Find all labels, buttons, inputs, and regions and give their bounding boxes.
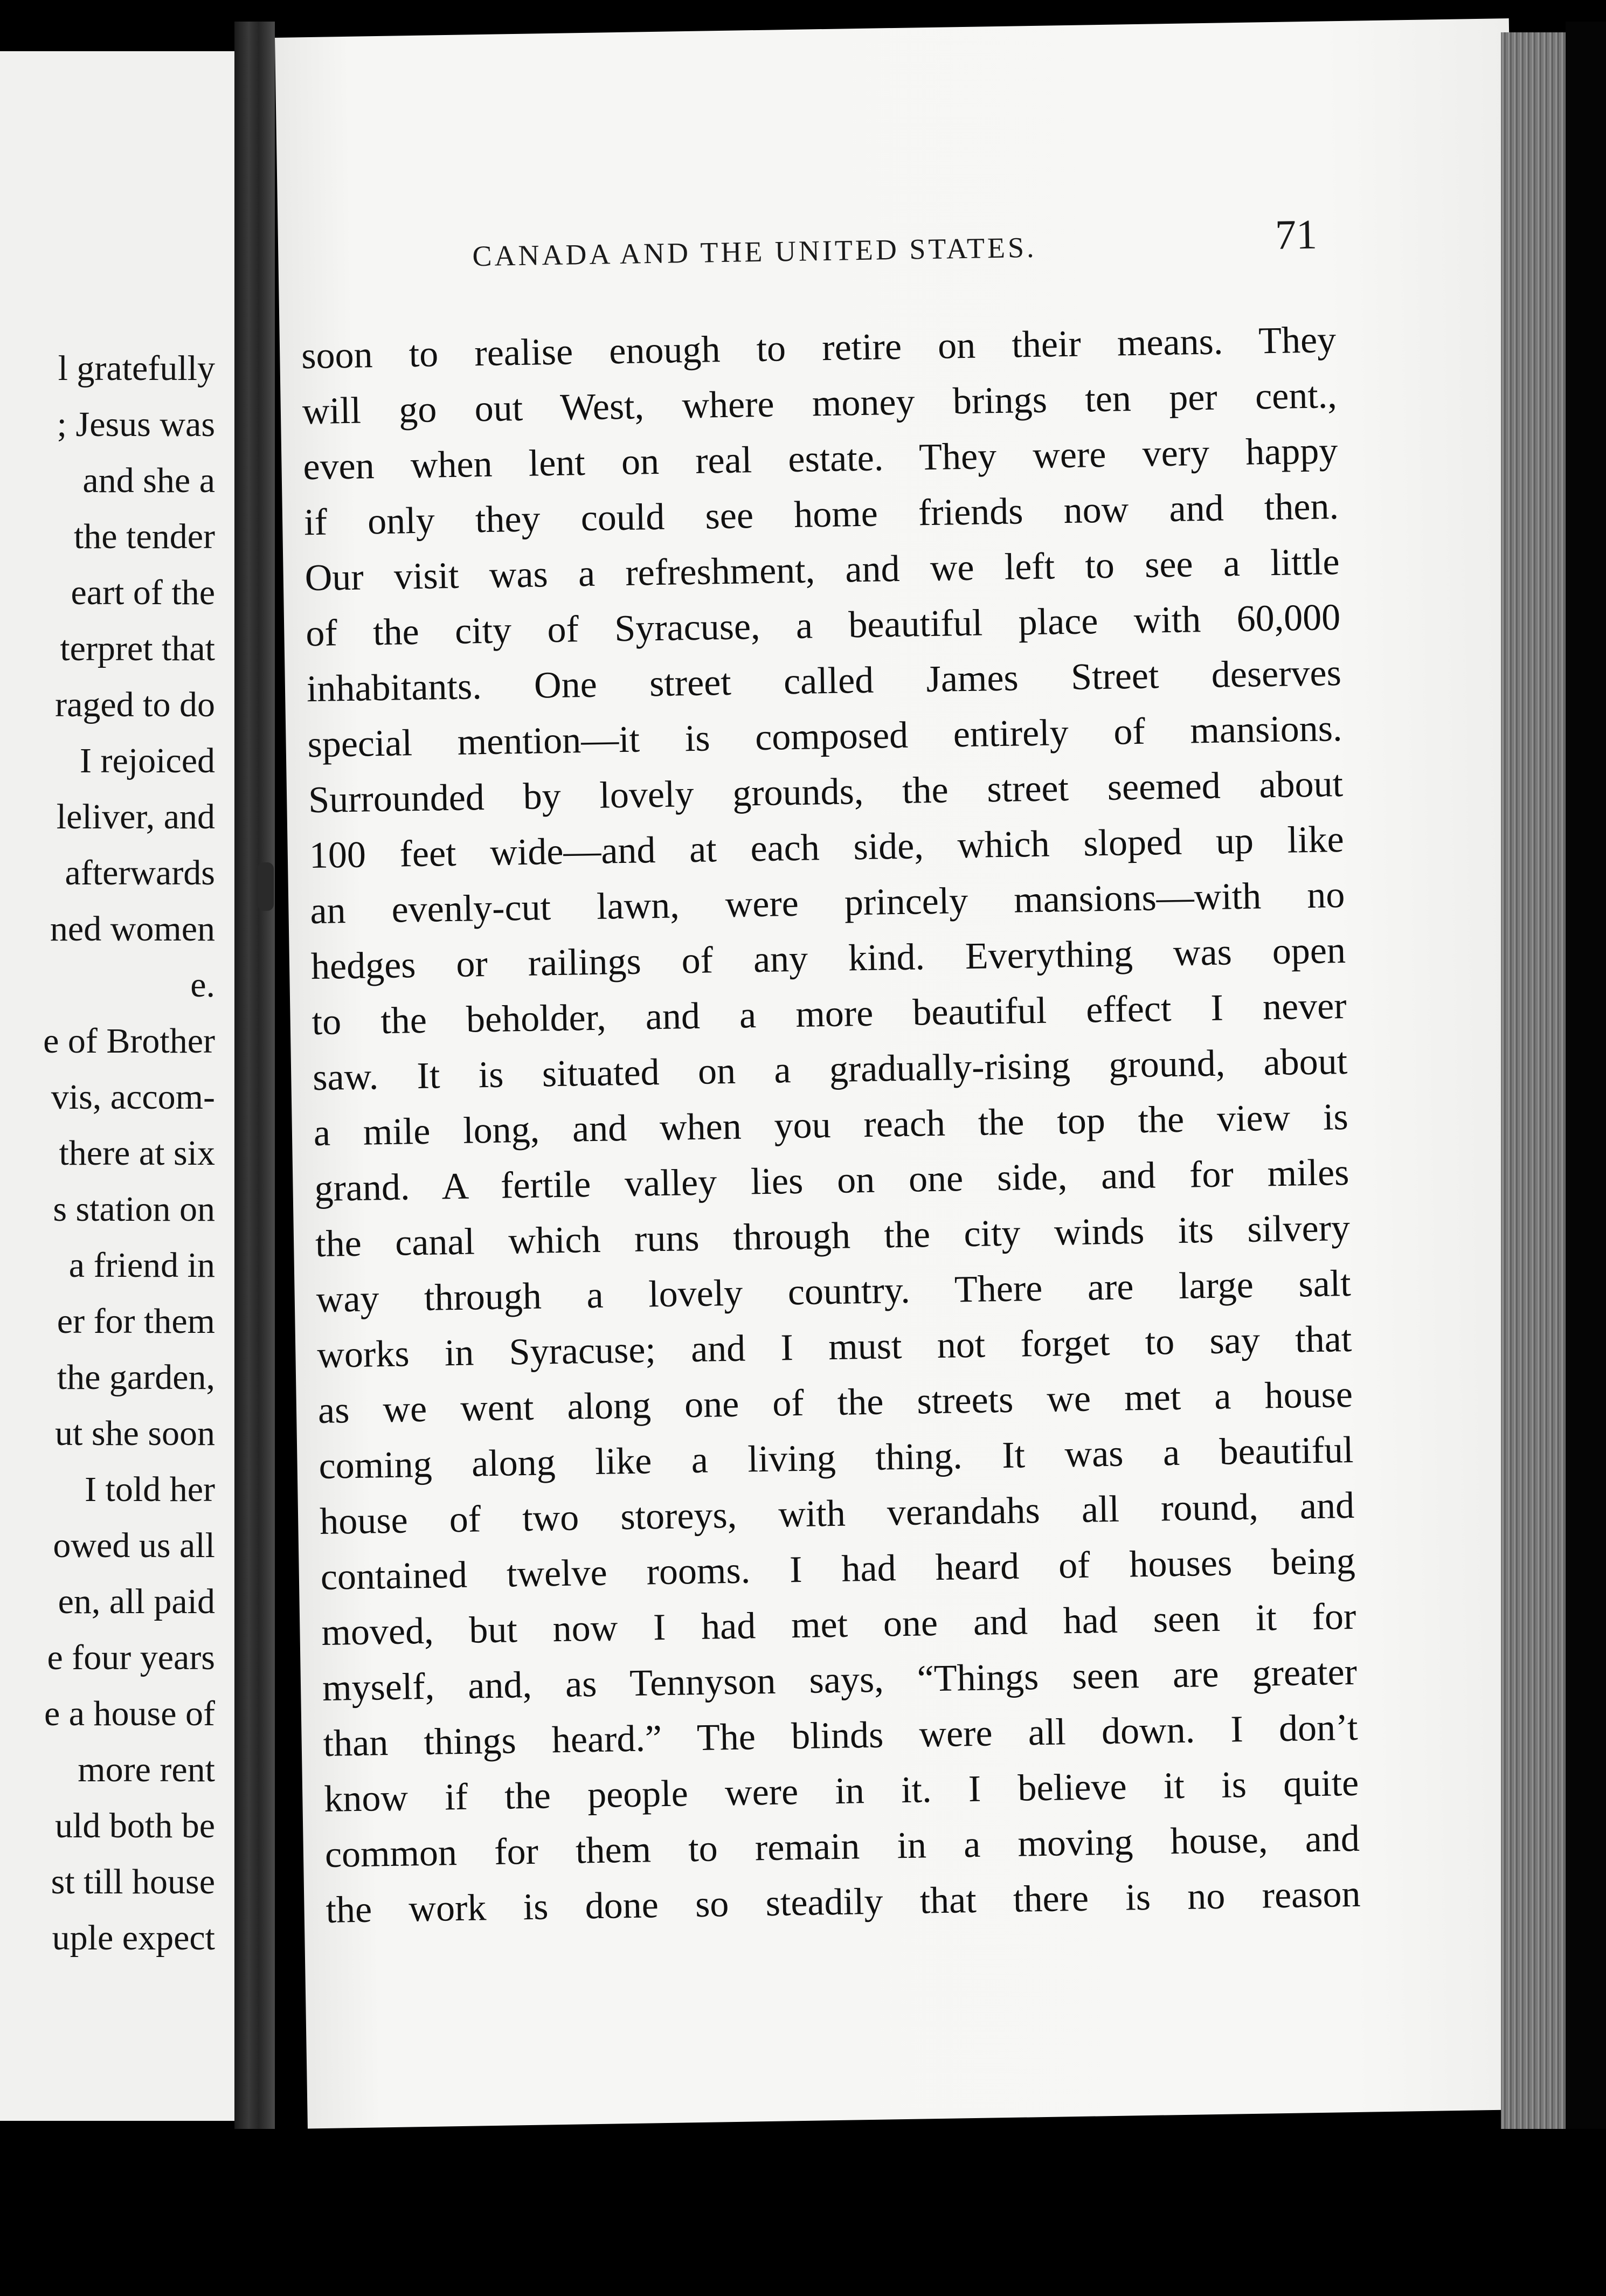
text-line: ut she soon — [55, 1414, 215, 1453]
page-edges — [1501, 32, 1566, 2134]
text-line: an evenly-cut lawn, were princely mansions—with no — [309, 874, 1345, 932]
text-line: coming along like a living thing. It was a beautiful — [319, 1429, 1354, 1488]
text-line: I rejoiced — [79, 741, 215, 780]
text-line: st till house — [51, 1862, 215, 1901]
text-line: afterwards — [65, 853, 215, 893]
text-line: a friend in — [68, 1246, 215, 1285]
text-line: en, all paid — [58, 1582, 215, 1621]
text-line: will go out West, where money brings ten per cent., — [302, 375, 1338, 433]
text-line: grand. A fertile valley lies on one side, and for miles — [314, 1151, 1349, 1210]
text-line: to the beholder, and a more beautiful effect I never — [311, 985, 1347, 1043]
text-line: Our visit was a refreshment, and we left to see a little — [304, 541, 1340, 599]
running-head: CANADA AND THE UNITED STATES. — [472, 231, 1037, 273]
page-tab-mark — [258, 862, 274, 911]
text-line: s station on — [53, 1190, 215, 1229]
text-line: e a house of — [44, 1694, 215, 1733]
body-text — [301, 312, 1361, 1938]
text-line: Surrounded by lovely grounds, the street seemed about — [308, 763, 1344, 821]
text-line: common for them to remain in a moving house, and — [324, 1817, 1360, 1876]
text-line: ; Jesus was — [57, 405, 215, 444]
text-line: the tender — [73, 517, 215, 556]
text-line: I told her — [85, 1470, 215, 1509]
text-line: way through a lovely country. There are large salt — [316, 1262, 1352, 1321]
left-page-fragment — [0, 51, 234, 2121]
text-line: hedges or railings of any kind. Everything was open — [310, 930, 1346, 988]
text-line: even when lent on real estate. They were very happy — [302, 430, 1338, 488]
text-line: leliver, and — [56, 797, 215, 836]
bottom-shadow — [0, 2129, 1606, 2296]
text-line: e. — [190, 965, 215, 1005]
text-line: soon to realise enough to retire on their means. They — [301, 319, 1337, 377]
text-line: eart of the — [71, 573, 215, 612]
text-line: if only they could see home friends now and then. — [303, 486, 1339, 544]
text-line: more rent — [78, 1750, 215, 1789]
text-line: of the city of Syracuse, a beautiful place with 60,000 — [305, 597, 1341, 655]
edge-shadow — [1566, 22, 1606, 2177]
text-line: uld both be — [55, 1806, 215, 1845]
text-line: know if the people were in it. I believe it is quite — [323, 1762, 1359, 1820]
text-line: owed us all — [53, 1526, 215, 1565]
text-line: er for them — [57, 1302, 215, 1341]
text-line: inhabitants. One street called James Street deserves — [306, 652, 1342, 710]
text-line: works in Syracuse; and I must not forget to say that — [316, 1318, 1352, 1377]
text-line: saw. It is situated on a gradually-rising ground, about — [312, 1040, 1348, 1099]
text-line: vis, accom- — [51, 1077, 215, 1117]
text-line: than things heard.” The blinds were all down. I don’t — [323, 1706, 1359, 1765]
text-line: there at six — [59, 1133, 215, 1173]
text-line: terpret that — [60, 629, 215, 668]
text-line: the work is done so steadily that there is no reason — [325, 1873, 1361, 1931]
text-line: uple expect — [52, 1918, 215, 1958]
text-line: raged to do — [55, 685, 215, 724]
text-line: house of two storeys, with verandahs all round, and — [319, 1484, 1355, 1543]
left-page-text — [0, 341, 215, 1966]
book-gutter — [234, 22, 275, 2156]
text-line: special mention—it is composed entirely of mansions. — [307, 708, 1342, 766]
text-line: e four years — [47, 1638, 215, 1677]
right-page — [275, 18, 1542, 2128]
text-line: a mile long, and when you reach the top the view is — [313, 1096, 1349, 1154]
text-line: the garden, — [57, 1358, 215, 1397]
text-line: myself, and, as Tennyson says, “Things seen are greater — [322, 1651, 1358, 1709]
text-line: moved, but now I had met one and had seen it for — [321, 1595, 1356, 1654]
text-line: and she a — [82, 461, 215, 500]
text-line: contained twelve rooms. I had heard of houses being — [320, 1540, 1356, 1599]
text-line: ned women — [50, 909, 215, 949]
page-number: 71 — [1275, 210, 1318, 258]
text-line: e of Brother — [43, 1021, 215, 1061]
text-line: the canal which runs through the city winds its silvery — [315, 1207, 1351, 1265]
text-line: as we went along one of the streets we met a house — [317, 1373, 1353, 1432]
text-line: l gratefully — [58, 349, 215, 388]
text-line: 100 feet wide—and at each side, which sloped up like — [309, 819, 1345, 877]
